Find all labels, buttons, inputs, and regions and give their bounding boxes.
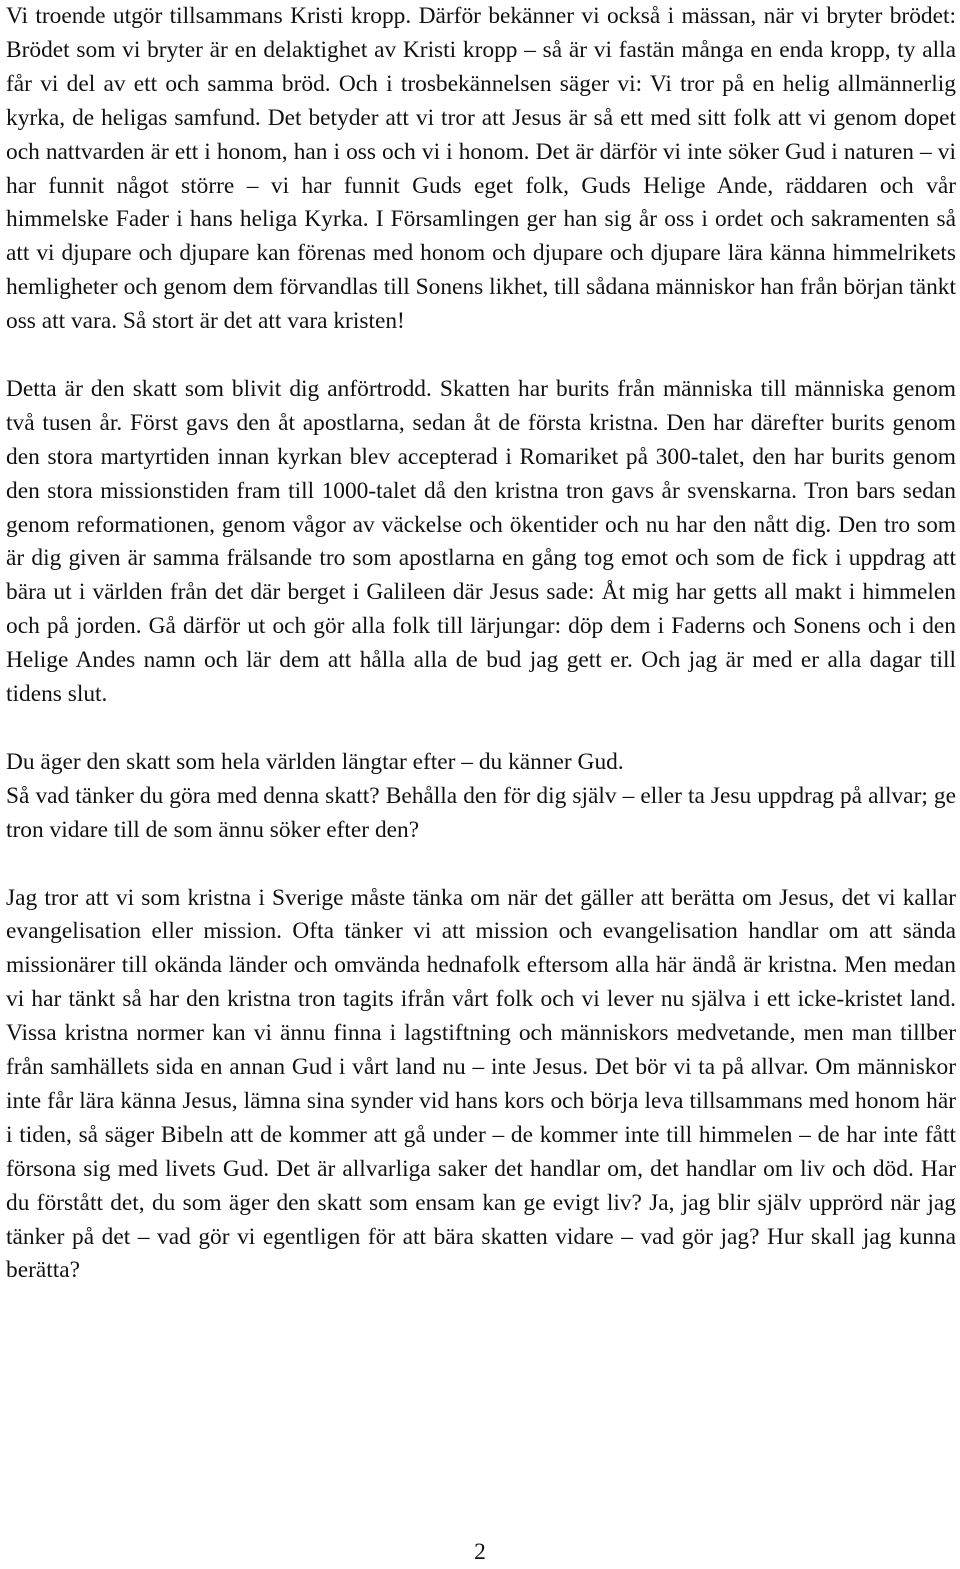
paragraph-gap	[6, 848, 956, 882]
paragraph-gap	[6, 712, 956, 746]
body-paragraph: Du äger den skatt som hela världen längtar efter – du känner Gud.	[6, 748, 624, 775]
body-paragraph: Jag tror att vi som kristna i Sverige måste tänka om när det gäller att berätta om Jesus, det vi kallar evangelisation eller mission. Ofta tänker vi att mission och evangelisation handlar om att sända missionärer till okända länder och omvända hednafolk eftersom alla här ändå är kristna. Men medan vi har tänkt så har den kristna tron tagits ifrån vårt folk och vi lever nu själva i ett icke-kristet land. Vissa kristna normer kan vi ännu finna i lagstiftning och människors medvetande, men man tillber från samhällets sida en annan Gud i vårt land nu – inte Jesus. Det bör vi ta på allvar. Om människor inte får lära känna Jesus, lämna sina synder vid hans kors och börja leva tillsammans med honom här i tiden, så säger Bibeln att de kommer att gå under – de kommer inte till himmelen – de har inte fått försona sig med livets Gud. Det är allvarliga saker det handlar om, det handlar om liv och död. Har du förstått det, du som äger den skatt som ensam kan ge evigt liv? Ja, jag blir själv upprörd när jag tänker på det – vad gör vi egentligen för att bära skatten vidare – vad gör jag? Hur skall jag kunna berätta?	[6, 884, 956, 1284]
body-paragraph: Detta är den skatt som blivit dig anförtrodd. Skatten har burits från människa till människa genom två tusen år. Först gavs den åt apostlarna, sedan åt de första kristna. Den har därefter burits genom den stora martyrtiden innan kyrkan blev accepterad i Romariket på 300-talet, den har burits genom den stora missionstiden fram till 1000-talet då den kristna tron gavs år svenskarna. Tron bars sedan genom reformationen, genom vågor av väckelse och ökentider och nu har den nått dig. Den tro som är dig given är samma frälsande tro som apostlarna en gång tog emot och som de fick i uppdrag att bära ut i världen från det där berget i Galileen där Jesus sade: Åt mig har getts all makt i himmelen och på jorden. Gå därför ut och gör alla folk till lärjungar: döp dem i Faderns och Sonens och i den Helige Andes namn och lär dem att hålla alla de bud jag gett er. Och jag är med er alla dagar till tidens slut.	[6, 375, 956, 708]
body-paragraph: Så vad tänker du göra med denna skatt? Behålla den för dig själv – eller ta Jesu uppdrag på allvar; ge tron vidare till de som ännu söker efter den?	[6, 782, 956, 843]
document-page	[6, 0, 956, 1288]
paragraph-gap	[6, 339, 956, 373]
body-paragraph: Vi troende utgör tillsammans Kristi kropp. Därför bekänner vi också i mässan, när vi bryter brödet: Brödet som vi bryter är en delaktighet av Kristi kropp – så är vi fastän många en enda kropp, ty alla får vi del av ett och samma bröd. Och i trosbekännelsen säger vi: Vi tror på en helig allmännerlig kyrka, de heligas samfund. Det betyder att vi tror att Jesus är så ett med sitt folk att vi genom dopet och nattvarden är ett i honom, han i oss och vi i honom. Det är därför vi inte söker Gud i naturen – vi har funnit något större – vi har funnit Guds eget folk, Guds Helige Ande, räddaren och vår himmelske Fader i hans heliga Kyrka. I Församlingen ger han sig år oss i ordet och sakramenten så att vi djupare och djupare kan förenas med honom och djupare och djupare lära känna himmelrikets hemligheter och genom dem förvandlas till Sonens likhet, till sådana människor han från början tänkt oss att vara. Så stort är det att vara kristen!	[6, 3, 956, 335]
page-number: 2	[474, 1539, 486, 1565]
